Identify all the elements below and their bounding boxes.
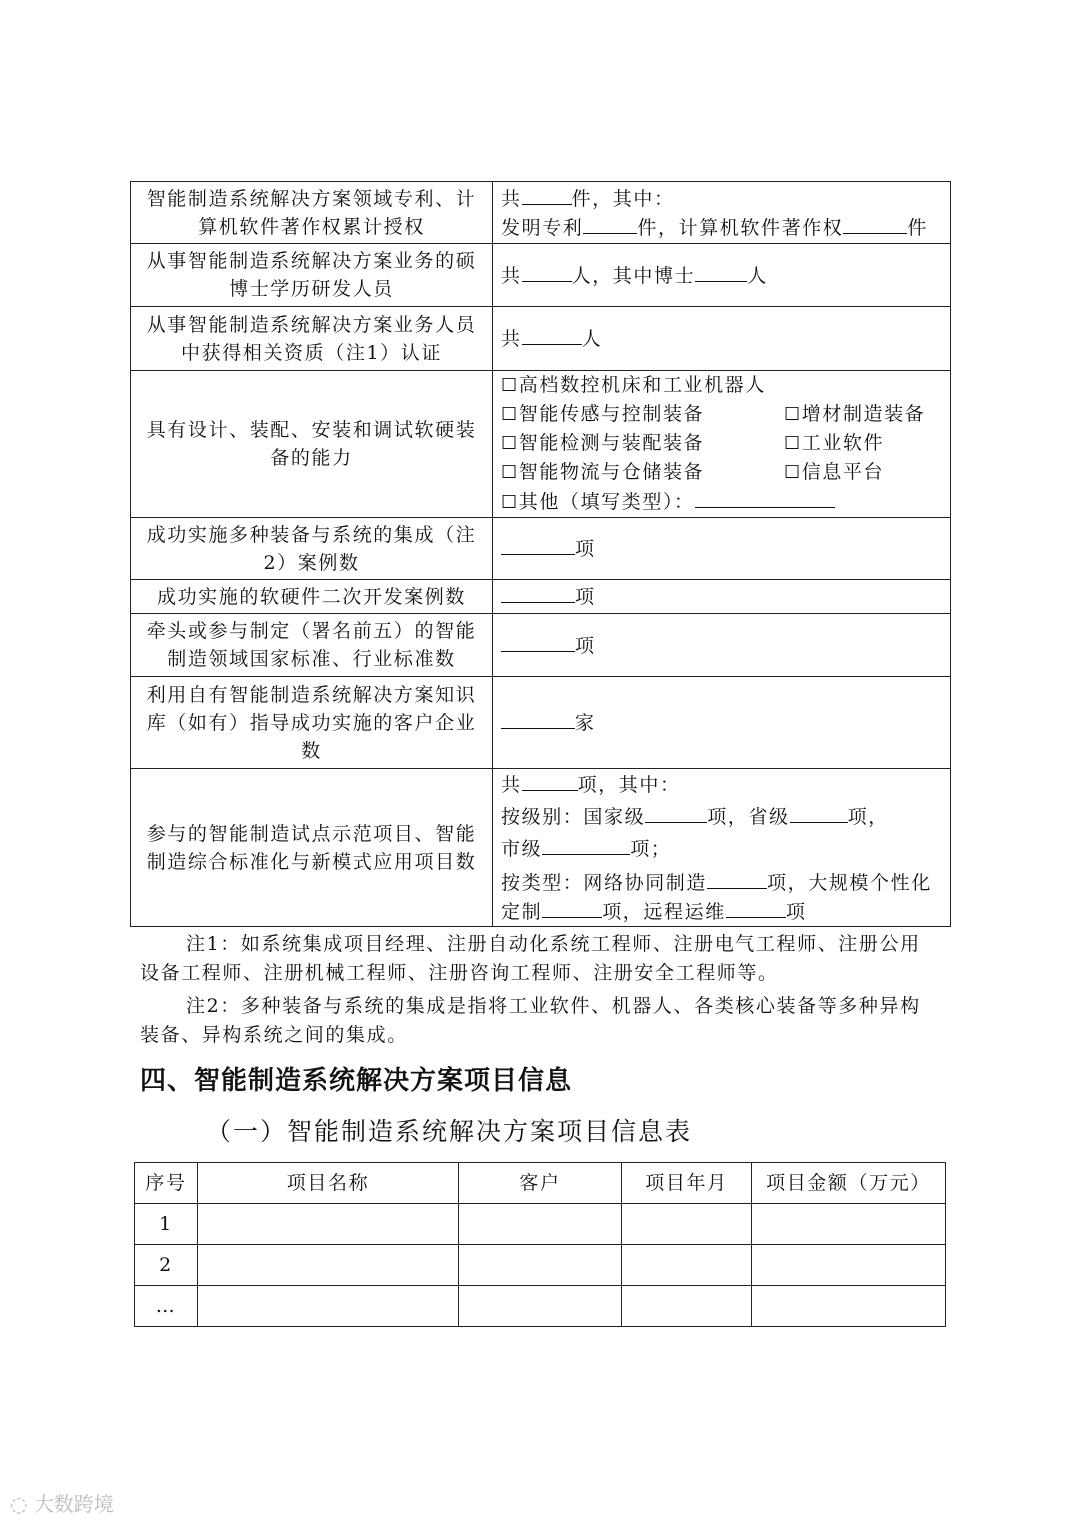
table-cell[interactable] <box>622 1286 752 1327</box>
table-cell[interactable] <box>622 1245 752 1286</box>
table-cell[interactable] <box>752 1286 946 1327</box>
table-header: 项目名称 <box>198 1163 459 1204</box>
watermark: ◌ 大数跨境 <box>10 1492 114 1516</box>
blank-field[interactable] <box>843 213 907 234</box>
row-label: 成功实施多种装备与系统的集成（注2）案例数 <box>131 518 493 580</box>
blank-field[interactable] <box>790 802 848 823</box>
table-row <box>135 1286 946 1327</box>
row-label: 成功实施的软硬件二次开发案例数 <box>131 580 493 614</box>
blank-field[interactable] <box>726 897 786 918</box>
table-header: 客户 <box>459 1163 622 1204</box>
checkbox-icon[interactable]: ☐ <box>501 404 519 425</box>
table-cell[interactable] <box>198 1245 459 1286</box>
blank-field[interactable] <box>542 834 630 855</box>
checkbox-icon[interactable]: ☐ <box>501 433 519 454</box>
capability-checklist: ☐高档数控机床和工业机器人 ☐智能传感与控制装备 ☐增材制造装备 ☐智能检测与装配装备 ☐工业软件 ☐智能物流与仓储装备 ☐信息平台 ☐其他（填写类型）： <box>493 371 951 518</box>
blank-field[interactable] <box>501 582 575 603</box>
row-value: 共 项，其中： 按级别：国家级 项，省级 项， 市级 项； 按类型：网络协同制造 项，大规模个性化 定制 项，远程运维 项 <box>493 769 951 927</box>
blank-field[interactable] <box>522 324 582 345</box>
table-cell[interactable] <box>752 1245 946 1286</box>
table-cell[interactable] <box>752 1204 946 1245</box>
blank-field[interactable] <box>501 534 575 555</box>
row-number: 1 <box>135 1204 198 1245</box>
checkbox-icon[interactable]: ☐ <box>501 492 519 513</box>
qualification-table <box>130 181 951 927</box>
checkbox-icon[interactable]: ☐ <box>501 462 519 483</box>
blank-field[interactable] <box>501 631 575 652</box>
table-row <box>135 1204 946 1245</box>
table-cell[interactable] <box>459 1204 622 1245</box>
blank-field[interactable] <box>501 708 575 729</box>
blank-field[interactable] <box>522 261 572 282</box>
row-value: 共 件，其中： 发明专利 件，计算机软件著作权 件 <box>493 182 951 244</box>
table-cell[interactable] <box>198 1204 459 1245</box>
table-cell[interactable] <box>459 1245 622 1286</box>
checkbox-icon[interactable]: ☐ <box>784 462 802 483</box>
blank-field[interactable] <box>522 184 572 205</box>
row-label: 具有设计、装配、安装和调试软硬装备的能力 <box>131 371 493 518</box>
checkbox-icon[interactable]: ☐ <box>784 433 802 454</box>
row-value: 家 <box>493 677 951 769</box>
table-cell[interactable] <box>198 1286 459 1327</box>
table-header: 项目年月 <box>622 1163 752 1204</box>
blank-field[interactable] <box>522 770 578 791</box>
row-label: 牵头或参与制定（署名前五）的智能制造领域国家标准、行业标准数 <box>131 614 493 677</box>
row-value: 项 <box>493 580 951 614</box>
checkbox-icon[interactable]: ☐ <box>784 404 802 425</box>
table-row <box>135 1245 946 1286</box>
blank-field[interactable] <box>695 487 835 508</box>
watermark-logo-icon: ◌ <box>10 1492 28 1516</box>
row-label: 从事智能制造系统解决方案业务人员中获得相关资质（注1）认证 <box>131 307 493 371</box>
row-label: 利用自有智能制造系统解决方案知识库（如有）指导成功实施的客户企业数 <box>131 677 493 769</box>
checkbox-icon[interactable]: ☐ <box>501 375 519 396</box>
note-2: 注2：多种装备与系统的集成是指将工业软件、机器人、各类核心装备等多种异构装备、异构系统之间的集成。 <box>140 995 921 1046</box>
table-cell[interactable] <box>459 1286 622 1327</box>
row-value: 项 <box>493 614 951 677</box>
blank-field[interactable] <box>707 868 767 889</box>
row-number: 2 <box>135 1245 198 1286</box>
blank-field[interactable] <box>583 213 637 234</box>
project-info-table <box>134 1162 946 1327</box>
table-title: （一）智能制造系统解决方案项目信息表 <box>206 1117 693 1146</box>
row-label: 从事智能制造系统解决方案业务的硕博士学历研发人员 <box>131 244 493 307</box>
blank-field[interactable] <box>542 897 602 918</box>
table-header: 序号 <box>135 1163 198 1204</box>
row-number: … <box>135 1286 198 1327</box>
row-value: 共 人 <box>493 307 951 371</box>
section-heading: 四、智能制造系统解决方案项目信息 <box>140 1066 573 1096</box>
blank-field[interactable] <box>695 261 747 282</box>
table-cell[interactable] <box>622 1204 752 1245</box>
table-header: 项目金额（万元） <box>752 1163 946 1204</box>
blank-field[interactable] <box>645 802 707 823</box>
row-value: 共 人，其中博士 人 <box>493 244 951 307</box>
row-value: 项 <box>493 518 951 580</box>
row-label: 智能制造系统解决方案领域专利、计算机软件著作权累计授权 <box>131 182 493 244</box>
note-1: 注1：如系统集成项目经理、注册自动化系统工程师、注册电气工程师、注册公用设备工程师、注册机械工程师、注册咨询工程师、注册安全工程师等。 <box>140 933 921 984</box>
row-label: 参与的智能制造试点示范项目、智能制造综合标准化与新模式应用项目数 <box>131 769 493 927</box>
